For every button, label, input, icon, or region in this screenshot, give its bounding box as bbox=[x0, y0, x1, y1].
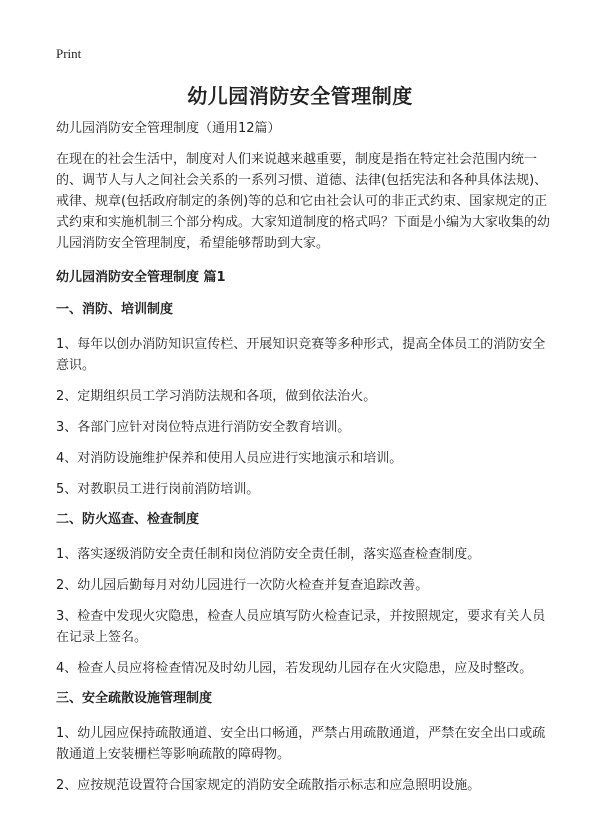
document-title: 幼儿园消防安全管理制度 bbox=[187, 84, 413, 108]
list-item: 1、幼儿园应保持疏散通道、安全出口畅通，严禁占用疏散通道，严禁在安全出口或疏散通道上安装栅栏等影响疏散的障碍物。 bbox=[56, 726, 546, 762]
section-heading: 三、安全疏散设施管理制度 bbox=[56, 691, 213, 706]
list-item: 1、落实逐级消防安全责任制和岗位消防安全责任制，落实巡查检查制度。 bbox=[56, 547, 481, 562]
list-item: 2、定期组织员工学习消防法规和各项，做到依法治火。 bbox=[56, 389, 377, 404]
list-item: 2、幼儿园后勤每月对幼儿园进行一次防火检查并复查追踪改善。 bbox=[56, 578, 429, 593]
list-item: 4、对消防设施维护保养和使用人员应进行实地演示和培训。 bbox=[56, 451, 403, 466]
list-item: 3、检查中发现火灾隐患，检查人员应填写防火检查记录，并按照规定，要求有关人员在记录上签名。 bbox=[56, 609, 546, 645]
print-link[interactable]: Print bbox=[56, 46, 82, 61]
list-item: 1、每年以创办消防知识宣传栏、开展知识竞赛等多种形式，提高全体员工的消防安全意识。 bbox=[56, 337, 546, 373]
document-body bbox=[56, 119, 554, 806]
list-item: 3、各部门应针对岗位特点进行消防安全教育培训。 bbox=[56, 420, 351, 435]
list-item: 5、对教职员工进行岗前消防培训。 bbox=[56, 482, 260, 497]
section-heading: 一、消防、培训制度 bbox=[56, 302, 174, 317]
section-heading: 二、防火巡查、检查制度 bbox=[56, 512, 200, 527]
article-heading: 幼儿园消防安全管理制度 篇1 bbox=[56, 270, 226, 285]
document-subtitle: 幼儿园消防安全管理制度（通用12篇） bbox=[56, 121, 281, 136]
list-item: 2、应按规范设置符合国家规定的消防安全疏散指示标志和应急照明设施。 bbox=[56, 778, 481, 793]
list-item: 4、检查人员应将检查情况及时幼儿园，若发现幼儿园存在火灾隐患，应及时整改。 bbox=[56, 661, 533, 676]
intro-paragraph: 在现在的社会生活中，制度对人们来说越来越重要，制度是指在特定社会范围内统一的、调节人与人之间社会关系的一系列习惯、道德、法律(包括宪法和各种具体法规)、戒律、规章(包括政府制定的条例)等的总和它由社会认可的非正式约束、国家规定的正式约束和实施机制三个部分构成。大家知道制度的格式吗？下面是小编为大家收集的幼儿园消防安全管理制度，希望能够帮助到大家。 bbox=[56, 152, 551, 251]
